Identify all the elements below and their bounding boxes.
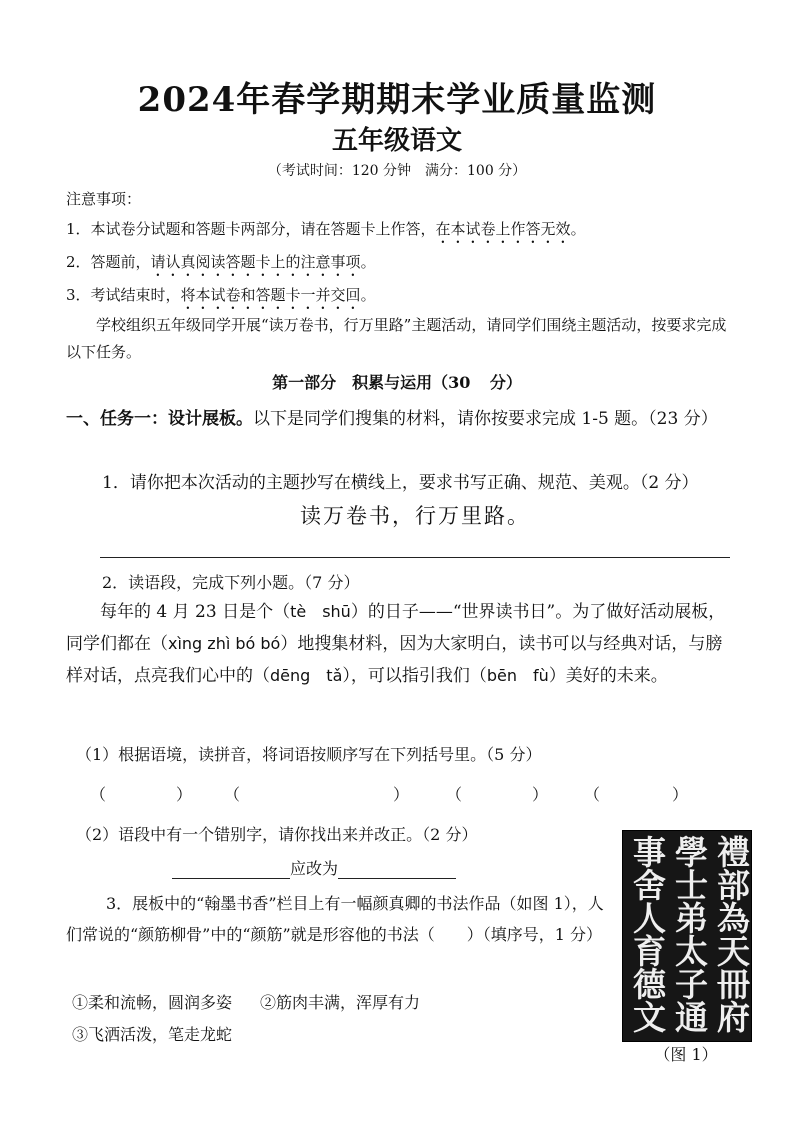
question-3-options-row-2 xyxy=(72,1022,612,1045)
note-2-text: 2．答题前， xyxy=(66,253,151,271)
option-2: ②筋肉丰满，浑厚有力 xyxy=(260,993,421,1012)
note-3-end: 。 xyxy=(360,286,376,304)
option-3: ③飞洒活泼，笔走龙蛇 xyxy=(72,1025,233,1044)
question-3-options-row-1 xyxy=(72,990,612,1013)
calligraphy-column-right: 禮部為天冊府 xyxy=(712,835,751,1033)
handwriting-line[interactable] xyxy=(100,557,730,558)
calligraphy-column-left: 事舍人育德文 xyxy=(628,835,667,1033)
note-3-text: 3．考试结束时， xyxy=(66,286,181,304)
notes-section xyxy=(66,184,746,313)
calligraphy-column-middle: 學士弟太子通 xyxy=(670,835,709,1033)
note-1-emphasis: 在本试卷上作答无效 xyxy=(435,220,571,238)
para-segment-1: 每年的 4 月 23 日是个（ xyxy=(100,602,291,622)
pinyin-4: bēn fù xyxy=(486,666,549,685)
task1-text: 以下是同学们搜集的材料，请你按要求完成 1-5 题。（23 分） xyxy=(253,409,718,429)
option-1: ①柔和流畅，圆润多姿 xyxy=(72,993,233,1012)
note-item-3 xyxy=(66,280,746,313)
wrong-char-blank[interactable] xyxy=(172,860,290,879)
part1-heading: 第一部分 积累与运用（30 分） xyxy=(272,373,522,392)
question-2: 2．读语段，完成下列小题。（7 分） xyxy=(102,573,360,592)
correction-line xyxy=(172,856,532,879)
para-segment-5: ）美好的未来。 xyxy=(548,666,668,686)
exam-info: （考试时间：120 分钟 满分：100 分） xyxy=(267,163,527,179)
question-1: 1．请你把本次活动的主题抄写在横线上，要求书写正确、规范、美观。（2 分） xyxy=(102,473,699,493)
theme-motto: 读万卷书，行万里路。 xyxy=(300,504,530,528)
correction-label: 应改为 xyxy=(290,859,339,878)
task1-heading xyxy=(66,404,730,434)
task1-label: 一、任务一：设计展板。 xyxy=(66,409,253,429)
answer-brackets xyxy=(90,782,690,806)
note-2-end: 。 xyxy=(360,253,376,271)
note-1-end: 。 xyxy=(570,220,586,238)
bracket-1-open[interactable]: （ xyxy=(90,785,107,804)
bracket-3-open[interactable]: （ xyxy=(446,785,463,804)
exam-title: 2024年春学期期末学业质量监测 xyxy=(137,80,657,120)
exam-subtitle: 五年级语文 xyxy=(331,126,462,156)
note-1-text: 1．本试卷分试题和答题卡两部分，请在答题卡上作答， xyxy=(66,220,436,238)
pinyin-2: xìng zhì bó bó xyxy=(168,634,281,653)
note-3-emphasis: 将本试卷和答题卡一并交回 xyxy=(180,286,361,304)
pinyin-3: dēng tǎ xyxy=(270,666,343,685)
para-segment-4: ），可以指引我们（ xyxy=(342,666,487,686)
note-item-2 xyxy=(66,247,746,280)
bracket-1-close[interactable]: ） xyxy=(176,785,193,804)
note-item-1 xyxy=(66,214,746,247)
question-3: 3．展板中的“翰墨书香”栏目上有一幅颜真卿的书法作品（如图 1），人们常说的“颜筋柳骨”中的“颜筋”就是形容他的书法（ ）（填序号，1 分） xyxy=(66,894,604,944)
notes-heading: 注意事项： xyxy=(66,190,142,208)
calligraphy-image xyxy=(622,830,752,1042)
bracket-2-close[interactable]: ） xyxy=(393,785,410,804)
bracket-4-close[interactable]: ） xyxy=(672,785,689,804)
intro-paragraph: 学校组织五年级同学开展“读万卷书，行万里路”主题活动，请同学们围绕主题活动，按要求完成以下任务。 xyxy=(66,316,727,361)
bracket-3-close[interactable]: ） xyxy=(532,785,549,804)
para-segment-2: ）的日子——“世界读书日”。为了做好活动展板，同学们都在（ xyxy=(66,602,726,654)
bracket-2-open[interactable]: （ xyxy=(224,785,241,804)
bracket-4-open[interactable]: （ xyxy=(584,785,601,804)
pinyin-1: tè shū xyxy=(290,602,351,621)
figure-caption: （图 1） xyxy=(654,1045,718,1064)
question-2-sub-1: （1）根据语境，读拼音，将词语按顺序写在下列括号里。（5 分） xyxy=(76,745,542,764)
para-segment-3: ）地搜集材料，因为大家明白，读书可以与经典对话，与膀样对话，点亮我们心中的（ xyxy=(66,634,723,686)
reading-paragraph xyxy=(66,596,730,692)
note-2-emphasis: 请认真阅读答题卡上的注意事项 xyxy=(150,253,361,271)
question-2-sub-2: （2）语段中有一个错别字，请你找出来并改正。（2 分） xyxy=(76,825,478,844)
correct-char-blank[interactable] xyxy=(338,860,456,879)
